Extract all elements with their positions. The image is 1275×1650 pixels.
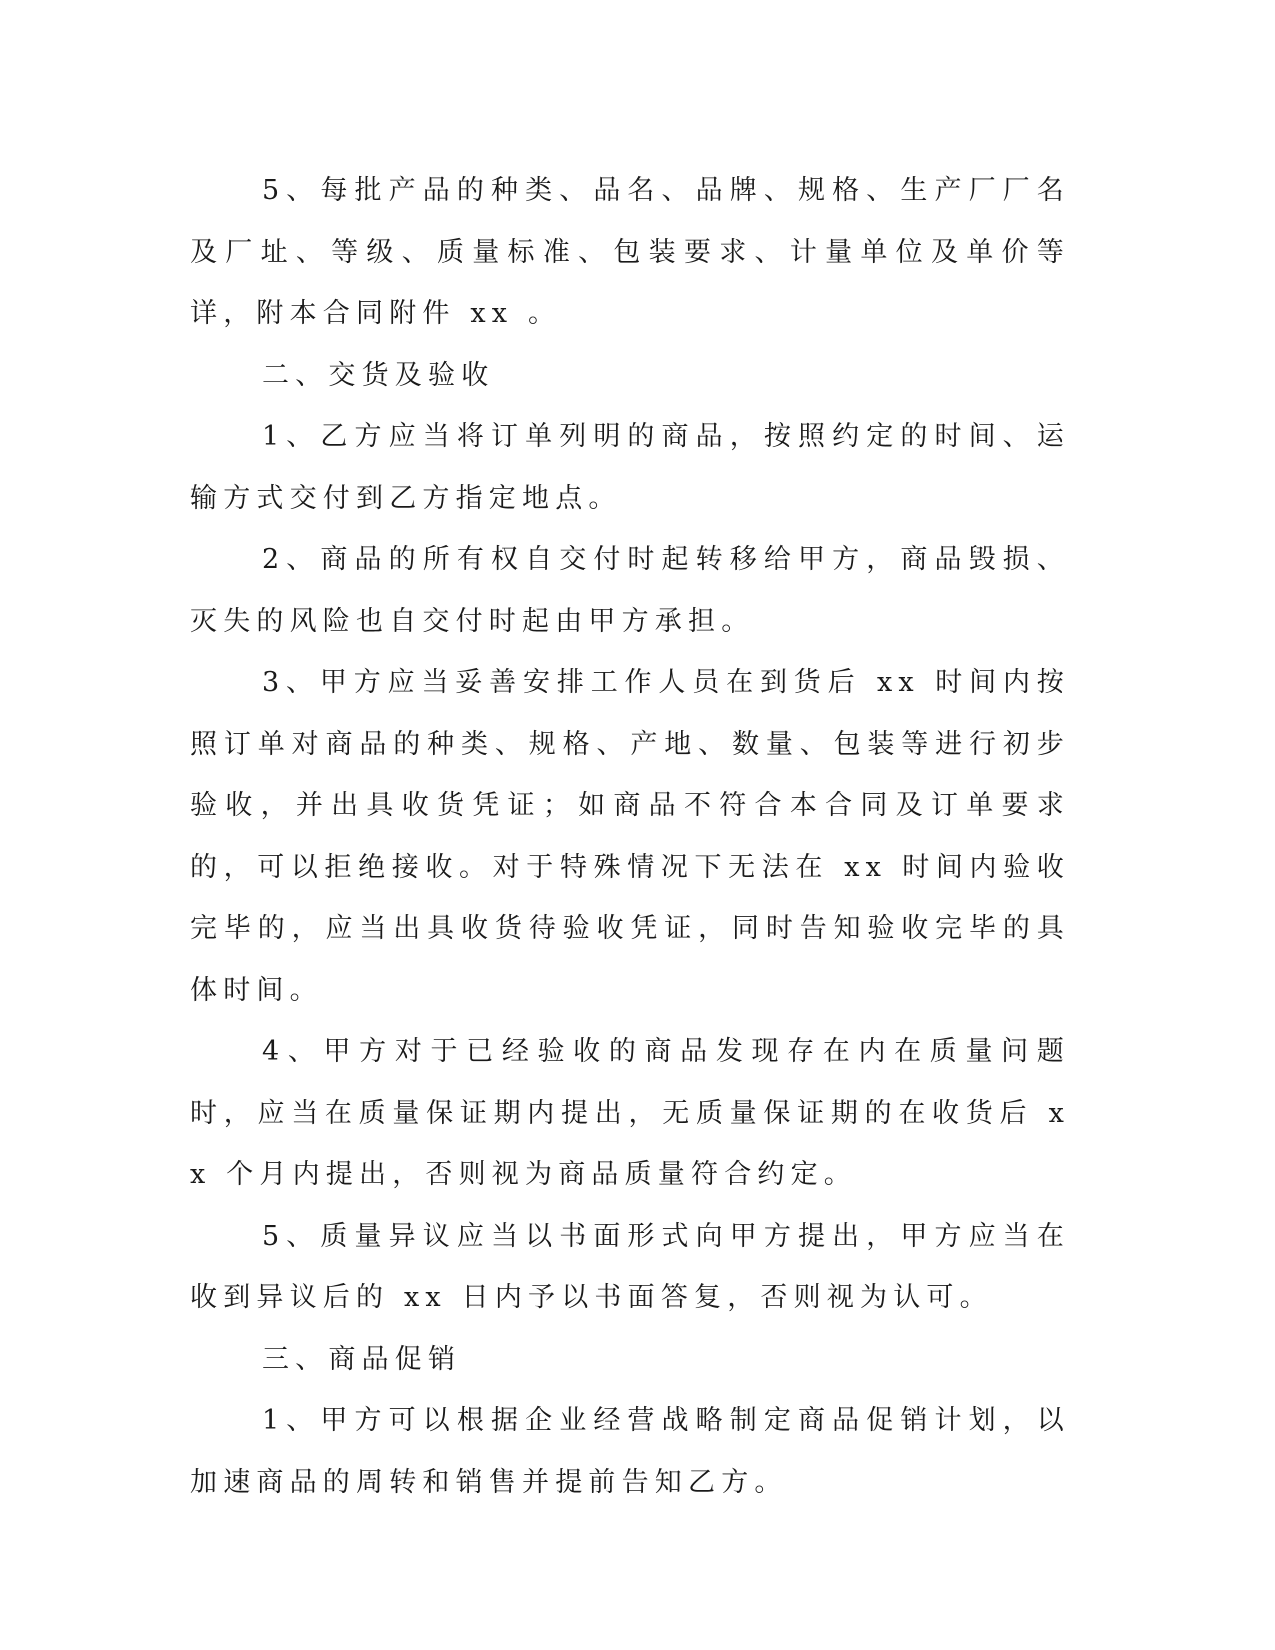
section-heading-promotion: 三、商品促销	[262, 1343, 462, 1375]
document-body	[190, 160, 1070, 1513]
paragraph-delivery-3: 3、甲方应当妥善安排工作人员在到货后 xx 时间内按照订单对商品的种类、规格、产地、数量、包装等进行初步验收，并出具收货凭证；如商品不符合本合同及订单要求的，可以拒绝接收。对于特殊情况下无法在 xx 时间内验收完毕的，应当出具收货待验收凭证，同时告知验收完毕的具体时间。	[190, 667, 1070, 1006]
section-heading-delivery: 二、交货及验收	[262, 359, 495, 391]
paragraph-delivery-2: 2、商品的所有权自交付时起转移给甲方，商品毁损、灭失的风险也自交付时起由甲方承担。	[190, 544, 1070, 637]
paragraph-item-5-spec: 5、每批产品的种类、品名、品牌、规格、生产厂厂名及厂址、等级、质量标准、包装要求、计量单位及单价等详，附本合同附件 xx 。	[190, 175, 1070, 329]
paragraph-delivery-5: 5、质量异议应当以书面形式向甲方提出，甲方应当在收到异议后的 xx 日内予以书面答复，否则视为认可。	[190, 1220, 1070, 1313]
paragraph-delivery-4: 4、甲方对于已经验收的商品发现存在内在质量问题时，应当在质量保证期内提出，无质量保证期的在收货后 xx 个月内提出，否则视为商品质量符合约定。	[190, 1036, 1070, 1190]
paragraph-delivery-1: 1、乙方应当将订单列明的商品，按照约定的时间、运输方式交付到乙方指定地点。	[190, 421, 1070, 514]
paragraph-promotion-1: 1、甲方可以根据企业经营战略制定商品促销计划，以加速商品的周转和销售并提前告知乙方。	[190, 1405, 1070, 1498]
